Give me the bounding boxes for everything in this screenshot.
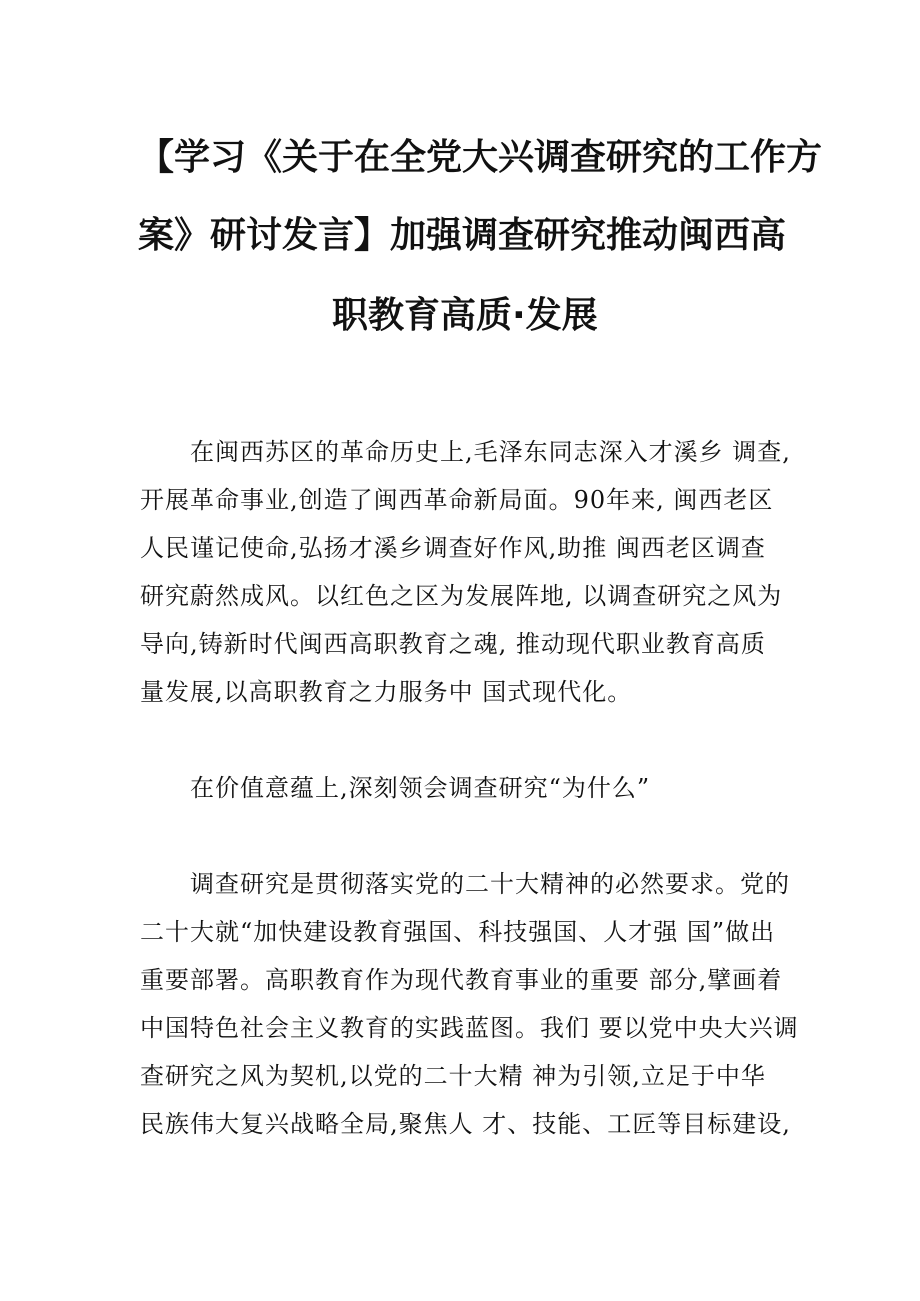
- paragraph-1-line: 人民谨记使命,弘扬才溪乡调查好作风,助推 闽西老区调查: [140, 534, 766, 562]
- section-heading: [140, 764, 790, 812]
- paragraph-2-line: 二十大就“加快建设教育强国、科技强国、人才强 国”做出: [140, 918, 776, 946]
- paragraph-1-line: 在闽西苏区的革命历史上,毛泽东同志深入才溪乡 调查,: [190, 438, 791, 466]
- paragraph-1-line: 研究蔚然成风。以红色之区为发展阵地, 以调查研究之风为: [140, 582, 783, 610]
- paragraph-2-line: 中国特色社会主义教育的实践蓝图。我们 要以党中央大兴调: [140, 1014, 799, 1042]
- paragraph-1-line: 开展革命事业,创造了闽西革命新局面。90年来, 闽西老区: [140, 486, 774, 514]
- title-line-2: 案》研讨发言】加强调查研究推动闽西高: [138, 215, 787, 256]
- paragraph-1-line: 量发展,以高职教育之力服务中 国式现代化。: [140, 678, 633, 706]
- paragraph-2: [140, 860, 799, 1148]
- paragraph-2-line: 重要部署。高职教育作为现代教育事业的重要 部分,擘画着: [140, 966, 783, 994]
- paragraph-1: [140, 428, 790, 716]
- paragraph-2-line: 民族伟大复兴战略全局,聚焦人 才、技能、工匠等目标建设,: [140, 1110, 791, 1138]
- title-line-1: 【学习《关于在全党大兴调查研究的工作方: [138, 137, 823, 178]
- title-line-3: 职教育高质·发展: [332, 295, 598, 336]
- section-heading-text: 在价值意蕴上,深刻领会调查研究“为什么”: [190, 774, 651, 802]
- paragraph-1-line: 导向,铸新时代闽西高职教育之魂, 推动现代职业教育高质: [140, 630, 766, 658]
- paragraph-2-line: 调查研究是贯彻落实党的二十大精神的必然要求。党的: [190, 870, 790, 898]
- paragraph-2-line: 查研究之风为契机,以党的二十大精 神为引领,立足于中华: [140, 1062, 766, 1090]
